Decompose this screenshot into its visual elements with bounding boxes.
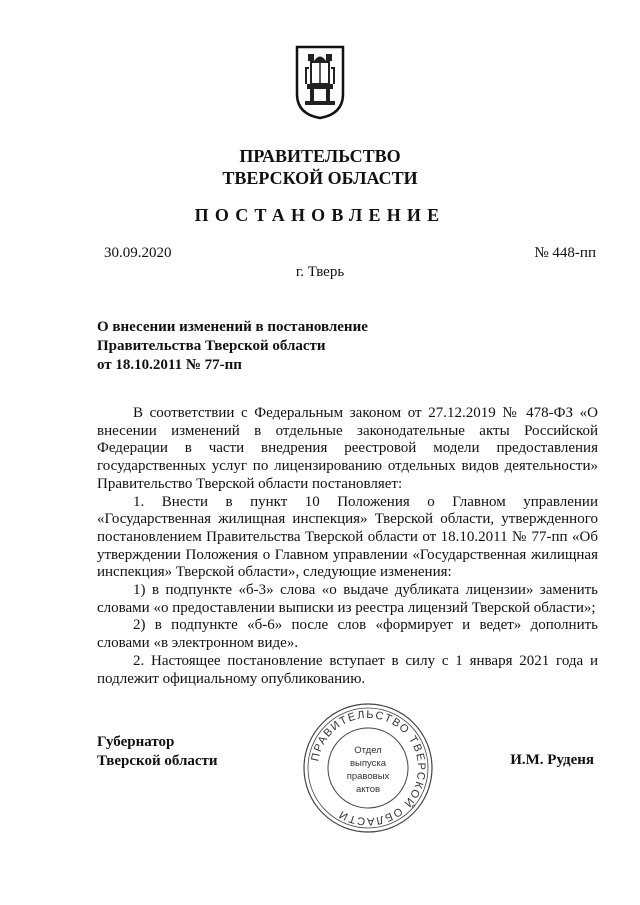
document-type: ПОСТАНОВЛЕНИЕ [194, 205, 446, 225]
signature-title [97, 733, 218, 771]
document-date: 30.09.2020 [104, 245, 172, 261]
body-paragraph-subitem-2: 2) в подпункте «б-6» после слов «формирует и ведет» дополнить словами «в электронном виде». [97, 617, 598, 652]
stamp-ring-text-path: ПРАВИТЕЛЬСТВО ТВЕРСКОЙ ОБЛАСТИ [309, 708, 428, 828]
body-paragraph-subitem-1: 1) в подпункте «б-3» слова «о выдаче дубликата лицензии» заменить словами «о предоставлении выписки из реестра лицензий Тверской области»; [97, 582, 598, 616]
stamp-line-4: актов [355, 784, 381, 795]
stamp-line-3: правовых [346, 771, 390, 782]
government-title [0, 145, 640, 189]
body-paragraph-item-1: 1. Внести в пункт 10 Положения о Главном управлении «Государственная жилищная инспекция» Тверской области, утвержденного постановлением Правительства Тверской области от 18.10.2011 № 77-пп «Об утверждении Положения о Главном управлении «Государственная жилищная инспекция» Тверской области», следующие изменения: [97, 493, 598, 581]
stamp-line-1: Отдел [354, 745, 382, 756]
document-number: № 448-пп [534, 245, 596, 261]
document-subject [97, 318, 368, 375]
subject-line-3: от 18.10.2011 № 77-пп [97, 357, 242, 373]
signature-title-line-1: Губернатор [97, 734, 175, 750]
government-line-1: ПРАВИТЕЛЬСТВО [239, 146, 401, 166]
body-paragraph-item-2: 2. Настоящее постановление вступает в силу с 1 января 2021 года и подлежит официальному опубликованию. [97, 652, 598, 687]
document-body [97, 405, 598, 688]
official-stamp [300, 700, 436, 836]
coat-of-arms-icon [294, 44, 346, 120]
government-line-2: ТВЕРСКОЙ ОБЛАСТИ [222, 168, 418, 188]
subject-line-2: Правительства Тверской области [97, 338, 326, 354]
document-city: г. Тверь [295, 264, 345, 280]
signatory-name: И.М. Руденя [510, 752, 594, 768]
body-paragraph-preamble: В соответствии с Федеральным законом от 27.12.2019 № 478-ФЗ «О внесении изменений в отдельные законодательные акты Российской Федерации в части внедрения реестровой модели предоставления государственных услуг по лицензированию отдельных видов деятельности» Правительство Тверской области постановляет: [97, 405, 598, 492]
subject-line-1: О внесении изменений в постановление [97, 319, 368, 335]
signature-title-line-2: Тверской области [97, 753, 218, 769]
stamp-line-2: выпуска [349, 758, 387, 769]
